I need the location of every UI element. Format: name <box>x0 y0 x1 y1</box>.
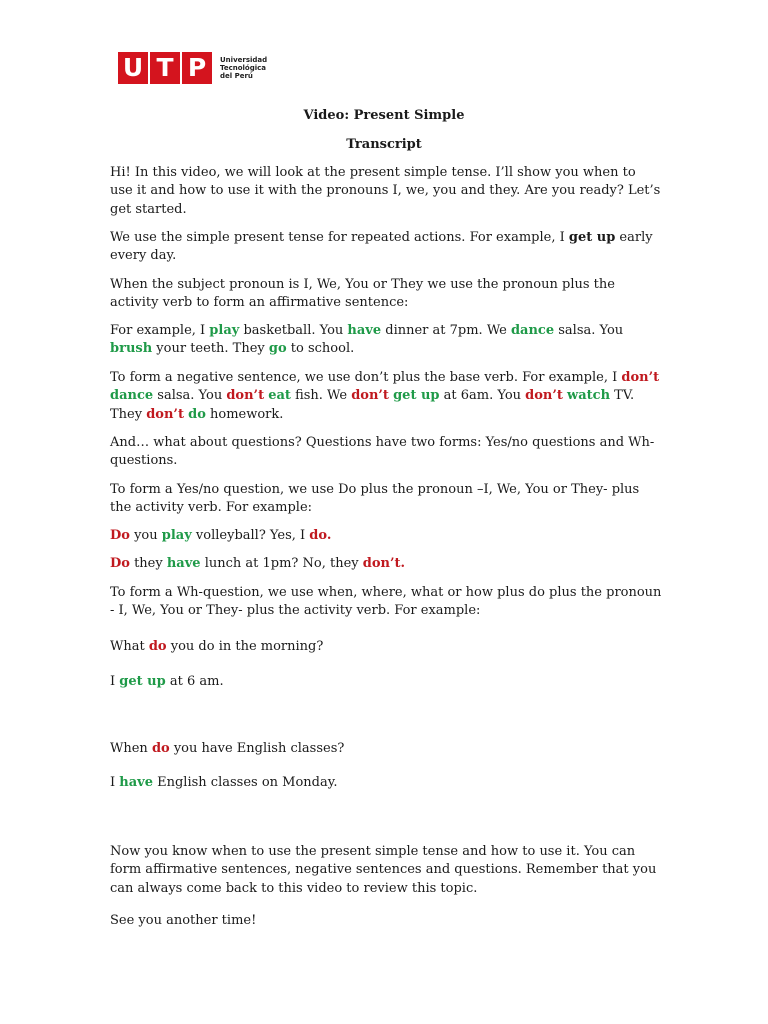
logo-letter-u: U <box>122 53 144 82</box>
example-yesno-2: Do they have lunch at 1pm? No, they don’t. <box>110 556 406 571</box>
example-yesno-1: Do you play volleyball? Yes, I do. <box>110 528 332 543</box>
logo-letter-p: P <box>187 53 207 82</box>
paragraph-yesno-rule: To form a Yes/no question, we use Do plus the pronoun –I, We, You or They- plus the activity verb. For example: <box>110 482 640 516</box>
example-wh-answer-2: I have English classes on Monday. <box>110 775 338 790</box>
example-wh-answer-1: I get up at 6 am. <box>110 674 224 689</box>
paragraph-repeated-actions: We use the simple present tense for repeated actions. For example, I get up early every day. <box>110 230 653 264</box>
paragraph-farewell: See you another time! <box>110 913 257 928</box>
paragraph-negative-examples: To form a negative sentence, we use don’t plus the base verb. For example, I don’t dance salsa. You don’t eat fish. We don’t get up at 6am. You don’t watch TV. They don’t do homework. <box>110 370 660 422</box>
paragraph-affirmative-examples: For example, I play basketball. You have dinner at 7pm. We dance salsa. You brush your teeth. They go to school. <box>110 323 624 357</box>
document-subtitle: Transcript <box>346 137 422 152</box>
paragraph-intro: Hi! In this video, we will look at the present simple tense. I’ll show you when to use it and how to use it with the pronouns I, we, you and they. Are you ready? Let’s get started. <box>110 165 661 217</box>
document-title: Video: Present Simple <box>303 108 465 123</box>
logo-wordmark: Universidad Tecnológica del Perú <box>220 55 268 81</box>
utp-logo <box>118 52 267 84</box>
logo-letter-t: T <box>156 53 174 82</box>
example-wh-question-2: When do you have English classes? <box>110 741 345 756</box>
example-wh-question-1: What do you do in the morning? <box>110 639 324 654</box>
paragraph-affirmative-rule: When the subject pronoun is I, We, You or They we use the pronoun plus the activity verb to form an affirmative sentence: <box>110 277 615 311</box>
paragraph-wh-rule: To form a Wh-question, we use when, where, what or how plus do plus the pronoun - I, We, You or They- plus the activity verb. For example: <box>110 585 662 619</box>
paragraph-conclusion: Now you know when to use the present simple tense and how to use it. You can form affirmative sentences, negative sentences and questions. Remember that you can always come back to this video to review this topic. <box>110 844 657 896</box>
paragraph-questions-intro: And… what about questions? Questions have two forms: Yes/no questions and Wh-questions. <box>110 435 655 469</box>
logo-mark <box>118 52 212 84</box>
